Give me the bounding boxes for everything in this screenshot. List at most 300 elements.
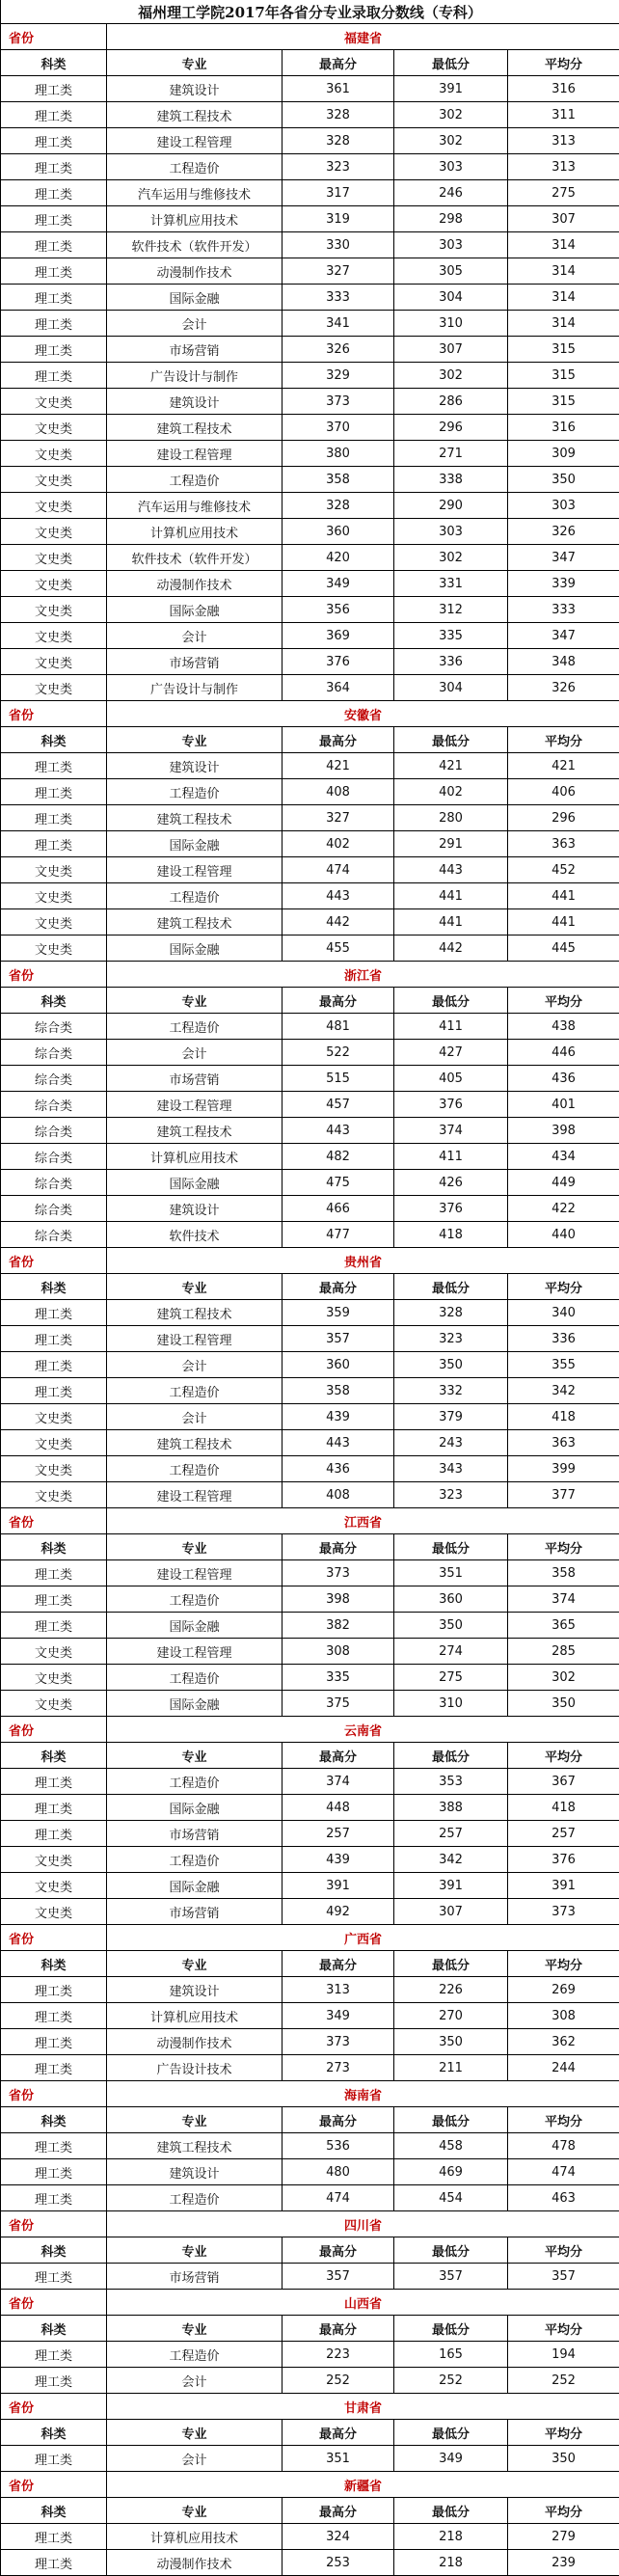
category-cell: 理工类: [1, 1769, 107, 1795]
category-cell: 理工类: [1, 128, 107, 154]
header-max-score: 最高分: [283, 1534, 394, 1560]
min-score-cell: 303: [394, 154, 508, 180]
avg-score-cell: 374: [508, 1586, 619, 1613]
avg-score-cell: 314: [508, 232, 619, 258]
category-cell: 理工类: [1, 311, 107, 337]
province-label: 省份: [1, 2290, 107, 2316]
category-cell: 文史类: [1, 1482, 107, 1508]
major-cell: 动漫制作技术: [107, 571, 283, 597]
avg-score-cell: 303: [508, 493, 619, 519]
min-score-cell: 379: [394, 1404, 508, 1430]
max-score-cell: 349: [283, 2003, 394, 2029]
avg-score-cell: 315: [508, 389, 619, 415]
header-major: 专业: [107, 1534, 283, 1560]
header-major: 专业: [107, 1743, 283, 1769]
min-score-cell: 286: [394, 389, 508, 415]
table-row: [1, 1977, 619, 2003]
min-score-cell: 304: [394, 285, 508, 311]
min-score-cell: 304: [394, 675, 508, 701]
max-score-cell: 482: [283, 1144, 394, 1170]
major-cell: 计算机应用技术: [107, 2003, 283, 2029]
table-row: [1, 2159, 619, 2185]
category-cell: 文史类: [1, 649, 107, 675]
category-cell: 理工类: [1, 2133, 107, 2159]
min-score-cell: 427: [394, 1040, 508, 1066]
max-score-cell: 360: [283, 1352, 394, 1378]
avg-score-cell: 445: [508, 935, 619, 962]
category-cell: 文史类: [1, 1665, 107, 1691]
max-score-cell: 328: [283, 128, 394, 154]
category-cell: 理工类: [1, 154, 107, 180]
province-name: 四川省: [107, 2211, 619, 2237]
min-score-cell: 243: [394, 1430, 508, 1456]
avg-score-cell: 446: [508, 1040, 619, 1066]
province-label: 省份: [1, 2394, 107, 2420]
category-cell: 理工类: [1, 2368, 107, 2394]
avg-score-cell: 363: [508, 831, 619, 857]
max-score-cell: 273: [283, 2055, 394, 2081]
category-cell: 文史类: [1, 1456, 107, 1482]
category-cell: 文史类: [1, 883, 107, 909]
avg-score-cell: 311: [508, 102, 619, 128]
avg-score-cell: 269: [508, 1977, 619, 2003]
major-cell: 建筑设计: [107, 1977, 283, 2003]
max-score-cell: 457: [283, 1092, 394, 1118]
min-score-cell: 342: [394, 1847, 508, 1873]
header-max-score: 最高分: [283, 988, 394, 1014]
major-cell: 建筑工程技术: [107, 1430, 283, 1456]
category-cell: 理工类: [1, 180, 107, 206]
table-row: [1, 1873, 619, 1899]
major-cell: 建筑工程技术: [107, 1118, 283, 1144]
header-major: 专业: [107, 1951, 283, 1977]
avg-score-cell: 398: [508, 1118, 619, 1144]
category-cell: 理工类: [1, 1586, 107, 1613]
province-label: 省份: [1, 2211, 107, 2237]
major-cell: 工程造价: [107, 1378, 283, 1404]
avg-score-cell: 285: [508, 1639, 619, 1665]
table-row: [1, 1014, 619, 1040]
max-score-cell: 455: [283, 935, 394, 962]
category-cell: 文史类: [1, 1847, 107, 1873]
column-header-row: [1, 988, 619, 1014]
major-cell: 市场营销: [107, 1821, 283, 1847]
table-row: [1, 883, 619, 909]
category-cell: 理工类: [1, 2264, 107, 2290]
header-avg-score: 平均分: [508, 2316, 619, 2342]
max-score-cell: 326: [283, 337, 394, 363]
avg-score-cell: 342: [508, 1378, 619, 1404]
max-score-cell: 359: [283, 1300, 394, 1326]
column-header-row: [1, 1951, 619, 1977]
category-cell: 理工类: [1, 1352, 107, 1378]
avg-score-cell: 399: [508, 1456, 619, 1482]
province-label: 省份: [1, 1248, 107, 1274]
category-cell: 综合类: [1, 1118, 107, 1144]
avg-score-cell: 436: [508, 1066, 619, 1092]
major-cell: 工程造价: [107, 1014, 283, 1040]
avg-score-cell: 363: [508, 1430, 619, 1456]
avg-score-cell: 418: [508, 1795, 619, 1821]
major-cell: 会计: [107, 1352, 283, 1378]
table-row: [1, 571, 619, 597]
category-cell: 理工类: [1, 1378, 107, 1404]
avg-score-cell: 244: [508, 2055, 619, 2081]
table-row: [1, 363, 619, 389]
major-cell: 计算机应用技术: [107, 519, 283, 545]
max-score-cell: 408: [283, 779, 394, 805]
avg-score-cell: 355: [508, 1352, 619, 1378]
min-score-cell: 271: [394, 441, 508, 467]
min-score-cell: 391: [394, 76, 508, 102]
avg-score-cell: 350: [508, 1691, 619, 1717]
province-row: [1, 2211, 619, 2237]
category-cell: 综合类: [1, 1040, 107, 1066]
province-label: 省份: [1, 1508, 107, 1534]
min-score-cell: 302: [394, 545, 508, 571]
min-score-cell: 421: [394, 753, 508, 779]
table-row: [1, 1300, 619, 1326]
min-score-cell: 226: [394, 1977, 508, 2003]
category-cell: 文史类: [1, 1639, 107, 1665]
min-score-cell: 310: [394, 311, 508, 337]
header-min-score: 最低分: [394, 1951, 508, 1977]
min-score-cell: 374: [394, 1118, 508, 1144]
major-cell: 建筑工程技术: [107, 909, 283, 935]
major-cell: 工程造价: [107, 1769, 283, 1795]
header-avg-score: 平均分: [508, 1951, 619, 1977]
category-cell: 文史类: [1, 675, 107, 701]
header-avg-score: 平均分: [508, 727, 619, 753]
header-category: 科类: [1, 2107, 107, 2133]
category-cell: 理工类: [1, 206, 107, 232]
category-cell: 综合类: [1, 1144, 107, 1170]
major-cell: 建设工程管理: [107, 857, 283, 883]
table-row: [1, 2185, 619, 2211]
province-row: [1, 1717, 619, 1743]
table-row: [1, 753, 619, 779]
table-row: [1, 154, 619, 180]
min-score-cell: 305: [394, 258, 508, 285]
major-cell: 建设工程管理: [107, 1560, 283, 1586]
avg-score-cell: 348: [508, 649, 619, 675]
table-row: [1, 1560, 619, 1586]
table-row: [1, 2368, 619, 2394]
min-score-cell: 442: [394, 935, 508, 962]
province-row: [1, 2290, 619, 2316]
avg-score-cell: 308: [508, 2003, 619, 2029]
column-header-row: [1, 1743, 619, 1769]
avg-score-cell: 257: [508, 1821, 619, 1847]
column-header-row: [1, 1534, 619, 1560]
header-category: 科类: [1, 1534, 107, 1560]
header-min-score: 最低分: [394, 2316, 508, 2342]
province-name: 山西省: [107, 2290, 619, 2316]
category-cell: 综合类: [1, 1170, 107, 1196]
avg-score-cell: 358: [508, 1560, 619, 1586]
header-max-score: 最高分: [283, 1274, 394, 1300]
max-score-cell: 443: [283, 1118, 394, 1144]
max-score-cell: 333: [283, 285, 394, 311]
category-cell: 理工类: [1, 2342, 107, 2368]
avg-score-cell: 441: [508, 883, 619, 909]
max-score-cell: 380: [283, 441, 394, 467]
major-cell: 建设工程管理: [107, 1639, 283, 1665]
avg-score-cell: 336: [508, 1326, 619, 1352]
major-cell: 市场营销: [107, 1066, 283, 1092]
table-row: [1, 1691, 619, 1717]
header-avg-score: 平均分: [508, 2420, 619, 2446]
province-label: 省份: [1, 2472, 107, 2498]
min-score-cell: 350: [394, 2029, 508, 2055]
min-score-cell: 441: [394, 883, 508, 909]
table-row: [1, 519, 619, 545]
max-score-cell: 522: [283, 1040, 394, 1066]
min-score-cell: 302: [394, 128, 508, 154]
table-body: [1, 0, 619, 2576]
category-cell: 文史类: [1, 1404, 107, 1430]
major-cell: 建筑工程技术: [107, 2133, 283, 2159]
min-score-cell: 336: [394, 649, 508, 675]
table-row: [1, 1482, 619, 1508]
avg-score-cell: 406: [508, 779, 619, 805]
header-min-score: 最低分: [394, 2107, 508, 2133]
province-row: [1, 1925, 619, 1951]
max-score-cell: 223: [283, 2342, 394, 2368]
major-cell: 动漫制作技术: [107, 2550, 283, 2576]
max-score-cell: 327: [283, 805, 394, 831]
category-cell: 理工类: [1, 831, 107, 857]
table-row: [1, 493, 619, 519]
category-cell: 理工类: [1, 363, 107, 389]
header-major: 专业: [107, 727, 283, 753]
category-cell: 理工类: [1, 337, 107, 363]
table-row: [1, 545, 619, 571]
major-cell: 软件技术: [107, 1222, 283, 1248]
major-cell: 广告设计与制作: [107, 675, 283, 701]
column-header-row: [1, 727, 619, 753]
category-cell: 文史类: [1, 519, 107, 545]
category-cell: 文史类: [1, 909, 107, 935]
header-min-score: 最低分: [394, 1274, 508, 1300]
table-row: [1, 232, 619, 258]
table-row: [1, 1665, 619, 1691]
avg-score-cell: 314: [508, 311, 619, 337]
header-min-score: 最低分: [394, 2420, 508, 2446]
avg-score-cell: 307: [508, 206, 619, 232]
header-max-score: 最高分: [283, 2107, 394, 2133]
header-major: 专业: [107, 988, 283, 1014]
province-row: [1, 701, 619, 727]
header-category: 科类: [1, 2420, 107, 2446]
category-cell: 理工类: [1, 1300, 107, 1326]
category-cell: 文史类: [1, 415, 107, 441]
table-row: [1, 1639, 619, 1665]
major-cell: 建筑工程技术: [107, 805, 283, 831]
category-cell: 文史类: [1, 1873, 107, 1899]
table-row: [1, 779, 619, 805]
avg-score-cell: 365: [508, 1613, 619, 1639]
min-score-cell: 426: [394, 1170, 508, 1196]
min-score-cell: 252: [394, 2368, 508, 2394]
header-category: 科类: [1, 1743, 107, 1769]
max-score-cell: 439: [283, 1404, 394, 1430]
table-row: [1, 1092, 619, 1118]
province-label: 省份: [1, 701, 107, 727]
province-name: 新疆省: [107, 2472, 619, 2498]
avg-score-cell: 418: [508, 1404, 619, 1430]
header-major: 专业: [107, 2420, 283, 2446]
category-cell: 理工类: [1, 102, 107, 128]
min-score-cell: 458: [394, 2133, 508, 2159]
category-cell: 理工类: [1, 1560, 107, 1586]
table-row: [1, 831, 619, 857]
min-score-cell: 411: [394, 1014, 508, 1040]
column-header-row: [1, 2498, 619, 2524]
category-cell: 理工类: [1, 2446, 107, 2472]
category-cell: 综合类: [1, 1222, 107, 1248]
column-header-row: [1, 50, 619, 76]
avg-score-cell: 326: [508, 675, 619, 701]
min-score-cell: 257: [394, 1821, 508, 1847]
major-cell: 建设工程管理: [107, 1326, 283, 1352]
major-cell: 工程造价: [107, 1665, 283, 1691]
column-header-row: [1, 2420, 619, 2446]
min-score-cell: 332: [394, 1378, 508, 1404]
category-cell: 理工类: [1, 805, 107, 831]
category-cell: 文史类: [1, 857, 107, 883]
max-score-cell: 324: [283, 2524, 394, 2550]
avg-score-cell: 478: [508, 2133, 619, 2159]
header-max-score: 最高分: [283, 2420, 394, 2446]
major-cell: 建筑工程技术: [107, 415, 283, 441]
table-row: [1, 597, 619, 623]
table-row: [1, 285, 619, 311]
avg-score-cell: 326: [508, 519, 619, 545]
min-score-cell: 349: [394, 2446, 508, 2472]
major-cell: 会计: [107, 311, 283, 337]
category-cell: 文史类: [1, 493, 107, 519]
max-score-cell: 391: [283, 1873, 394, 1899]
min-score-cell: 388: [394, 1795, 508, 1821]
category-cell: 文史类: [1, 441, 107, 467]
category-cell: 理工类: [1, 232, 107, 258]
min-score-cell: 405: [394, 1066, 508, 1092]
table-row: [1, 102, 619, 128]
province-row: [1, 1508, 619, 1534]
max-score-cell: 373: [283, 389, 394, 415]
table-row: [1, 1222, 619, 1248]
min-score-cell: 270: [394, 2003, 508, 2029]
max-score-cell: 408: [283, 1482, 394, 1508]
province-name: 安徽省: [107, 701, 619, 727]
min-score-cell: 350: [394, 1352, 508, 1378]
header-major: 专业: [107, 1274, 283, 1300]
max-score-cell: 360: [283, 519, 394, 545]
avg-score-cell: 302: [508, 1665, 619, 1691]
avg-score-cell: 440: [508, 1222, 619, 1248]
min-score-cell: 246: [394, 180, 508, 206]
max-score-cell: 398: [283, 1586, 394, 1613]
province-row: [1, 2394, 619, 2420]
major-cell: 广告设计与制作: [107, 363, 283, 389]
category-cell: 理工类: [1, 1795, 107, 1821]
header-min-score: 最低分: [394, 988, 508, 1014]
header-avg-score: 平均分: [508, 1534, 619, 1560]
avg-score-cell: 357: [508, 2264, 619, 2290]
min-score-cell: 350: [394, 1613, 508, 1639]
min-score-cell: 323: [394, 1482, 508, 1508]
table-row: [1, 1613, 619, 1639]
avg-score-cell: 347: [508, 545, 619, 571]
max-score-cell: 443: [283, 883, 394, 909]
max-score-cell: 402: [283, 831, 394, 857]
table-row: [1, 1586, 619, 1613]
major-cell: 动漫制作技术: [107, 2029, 283, 2055]
table-row: [1, 415, 619, 441]
min-score-cell: 296: [394, 415, 508, 441]
avg-score-cell: 367: [508, 1769, 619, 1795]
table-row: [1, 1040, 619, 1066]
column-header-row: [1, 2107, 619, 2133]
max-score-cell: 319: [283, 206, 394, 232]
table-row: [1, 2446, 619, 2472]
category-cell: 文史类: [1, 597, 107, 623]
header-category: 科类: [1, 988, 107, 1014]
min-score-cell: 335: [394, 623, 508, 649]
max-score-cell: 358: [283, 467, 394, 493]
category-cell: 理工类: [1, 258, 107, 285]
header-major: 专业: [107, 50, 283, 76]
table-row: [1, 1352, 619, 1378]
major-cell: 建设工程管理: [107, 128, 283, 154]
table-row: [1, 2550, 619, 2576]
avg-score-cell: 315: [508, 337, 619, 363]
major-cell: 国际金融: [107, 935, 283, 962]
max-score-cell: 327: [283, 258, 394, 285]
category-cell: 文史类: [1, 467, 107, 493]
max-score-cell: 481: [283, 1014, 394, 1040]
category-cell: 文史类: [1, 623, 107, 649]
province-label: 省份: [1, 24, 107, 50]
max-score-cell: 257: [283, 1821, 394, 1847]
major-cell: 国际金融: [107, 1170, 283, 1196]
header-category: 科类: [1, 727, 107, 753]
min-score-cell: 307: [394, 1899, 508, 1925]
major-cell: 建筑设计: [107, 76, 283, 102]
max-score-cell: 466: [283, 1196, 394, 1222]
header-category: 科类: [1, 2498, 107, 2524]
avg-score-cell: 315: [508, 363, 619, 389]
province-name: 江西省: [107, 1508, 619, 1534]
major-cell: 动漫制作技术: [107, 258, 283, 285]
header-category: 科类: [1, 2316, 107, 2342]
avg-score-cell: 239: [508, 2550, 619, 2576]
avg-score-cell: 339: [508, 571, 619, 597]
table-row: [1, 1795, 619, 1821]
header-major: 专业: [107, 2107, 283, 2133]
table-row: [1, 258, 619, 285]
avg-score-cell: 316: [508, 415, 619, 441]
province-name: 广西省: [107, 1925, 619, 1951]
max-score-cell: 376: [283, 649, 394, 675]
major-cell: 国际金融: [107, 285, 283, 311]
major-cell: 建筑设计: [107, 753, 283, 779]
avg-score-cell: 296: [508, 805, 619, 831]
table-row: [1, 805, 619, 831]
category-cell: 综合类: [1, 1092, 107, 1118]
header-max-score: 最高分: [283, 50, 394, 76]
